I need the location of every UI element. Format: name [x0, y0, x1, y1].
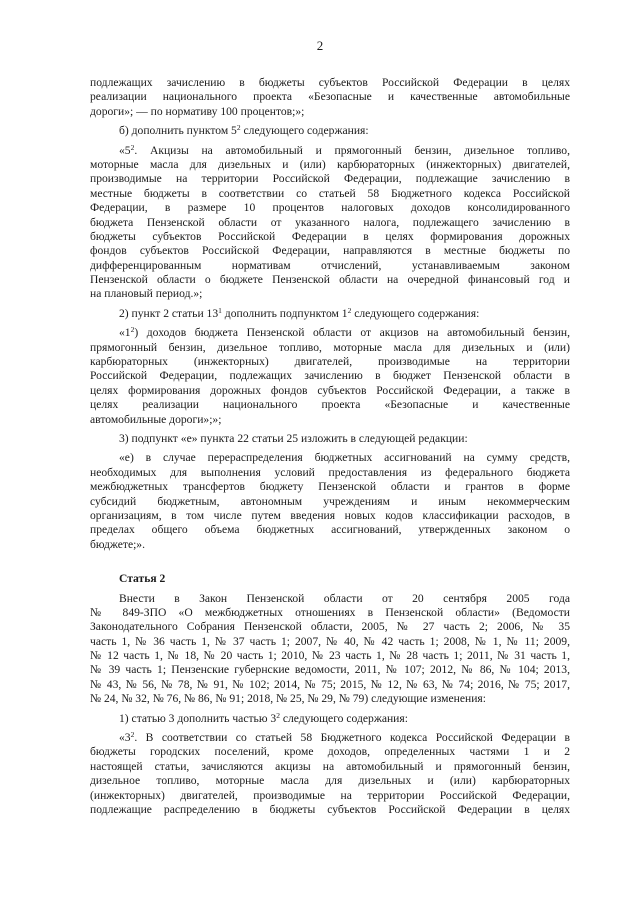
- text-line: моторные масла для дизельных и (или) карбюраторных (инжекторных) двигателей,: [90, 157, 570, 171]
- text-line: дифференцированным нормативам отчислений, устанавливаемым законом: [90, 258, 570, 272]
- paragraph-5-2-first: «$5^2$. Акцизы на автомобильный и прямогонный бензин, дизельное топливо,: [119, 142, 570, 157]
- text-line: подлежащих зачислению в бюджеты субъектов Российской Федерации в целях: [90, 76, 570, 89]
- paragraph-3-2-first: «$3^2$. В соответствии со статьей 58 Бюджетного кодекса Российской Федерации в: [119, 730, 570, 745]
- text-line: «е) в случае перераспределения бюджетных ассигнований на сумму средств,: [119, 451, 570, 465]
- text-line: часть 1, № 36 часть 1, № 37 часть 1; 2007, № 40, № 42 часть 1; 2008, № 1, № 11; 2009,: [90, 634, 570, 648]
- item-3: 3) подпункт «е» пункта 22 статьи 25 изложить в следующей редакции:: [119, 431, 468, 445]
- text-line: настоящей статьи, зачисляются акцизы на автомобильный и прямогонный бензин,: [90, 759, 570, 773]
- text-line: прямогонный бензин, дизельное топливо, моторные масла для дизельных и (или): [90, 340, 570, 354]
- paragraph-1-2-first: «$1^2$) доходов бюджета Пензенской области от акцизов на автомобильный бензин,: [119, 325, 570, 340]
- text-line: фондов субъектов Российской Федерации, направляются в местные бюджеты по: [90, 244, 570, 258]
- text-line: бюджеты субъектов Российской Федерации в целях формирования дорожных: [90, 229, 570, 243]
- text-line: дизельное топливо, моторные масла для дизельных и (или) карбюраторных: [90, 774, 570, 788]
- text-line: Внести в Закон Пензенской области от 20 сентября 2005 года: [119, 591, 570, 605]
- text-line: № 43, № 56, № 78, № 91, № 102; 2014, № 75; 2015, № 12, № 63, № 74; 2016, № 75; 2017,: [90, 677, 570, 691]
- text-line: Законодательного Собрания Пензенской области, 2005, № 27 часть 2; 2006, № 35: [90, 620, 570, 634]
- item-b: б) дополнить пунктом $5^2$ следующего содержания:: [119, 123, 369, 138]
- article-2-item-1: 1) статью 3 дополнить частью $3^2$ следующего содержания:: [119, 710, 408, 725]
- text-line: организациям, в том числе путем введения новых кодов классификации расходов, в: [90, 508, 570, 522]
- text-line: № 12 часть 1, № 18, № 20 часть 1; 2010, № 23 часть 1, № 28 часть 1; 2011, № 31 часть 1,: [90, 649, 570, 663]
- text-line: местные бюджеты в соответствии со статьей 58 Бюджетного кодекса Российской: [90, 186, 570, 200]
- text-line: субсидий бюджетным, автономным учреждениям и иным некоммерческим: [90, 494, 570, 508]
- text-line: № 849-ЗПО «О межбюджетных отношениях в Пензенской области» (Ведомости: [90, 605, 570, 619]
- text-line: № 39 часть 1; Пензенские губернские ведомости, 2011, № 107; 2012, № 86, № 104; 2013,: [90, 663, 570, 677]
- text-line: автомобильные дороги»;»;: [90, 412, 222, 426]
- text-line: дороги»; — по нормативу 100 процентов;»;: [90, 104, 305, 118]
- page-number: 2: [316, 38, 324, 53]
- text-line: бюджета Пензенской области от указанного налога, подлежащего зачислению в: [90, 215, 570, 229]
- text-line: целях реализации национального проекта «Безопасные и качественные: [90, 398, 570, 412]
- text-line: производимые на территории Российской Федерации, подлежащие зачислению в: [90, 172, 570, 186]
- text-line: реализации национального проекта «Безопасные и качественные автомобильные: [90, 90, 570, 104]
- text-line: карбюраторных (инжекторных) двигателей, производимые на территории: [90, 355, 570, 369]
- text-line: на плановый период.»;: [90, 287, 203, 301]
- item-2: 2) пункт 2 статьи $13^1$ дополнить подпунктом $1^2$ следующего содержания:: [119, 305, 480, 320]
- text-line: необходимых для выполнения условий предоставления из федерального бюджета: [90, 465, 570, 479]
- text-line: Пензенской области о бюджете Пензенской области на очередной финансовый год и: [90, 273, 570, 287]
- text-line: целях формирования дорожных фондов субъектов Российской Федерации, а также в: [90, 383, 570, 397]
- text-line: межбюджетных трансфертов бюджету Пензенской области и грантов в форме: [90, 480, 570, 494]
- text-line: Федерации, в размере 10 процентов налоговых доходов консолидированного: [90, 201, 570, 215]
- text-line: пределах общего объема бюджетных ассигнований, утвержденных законом о: [90, 523, 570, 537]
- text-line: бюджеты городских поселений, кроме доходов, определенных частями 1 и 2: [90, 745, 570, 759]
- text-line: бюджете;».: [90, 537, 146, 551]
- text-line: (инжекторных) двигателей, производимые на территории Российской Федерации,: [90, 788, 570, 802]
- article-2-title: Статья 2: [119, 572, 166, 586]
- text-line: подлежащие распределению в бюджеты субъектов Российской Федерации в целях: [90, 802, 570, 816]
- text-line: Российской Федерации, подлежащих зачислению в бюджет Пензенской области в: [90, 369, 570, 383]
- text-line: № 24, № 32, № 76, № 86, № 91; 2018, № 25, № 29, № 79) следующие изменения:: [90, 692, 486, 706]
- document-body: [90, 76, 570, 817]
